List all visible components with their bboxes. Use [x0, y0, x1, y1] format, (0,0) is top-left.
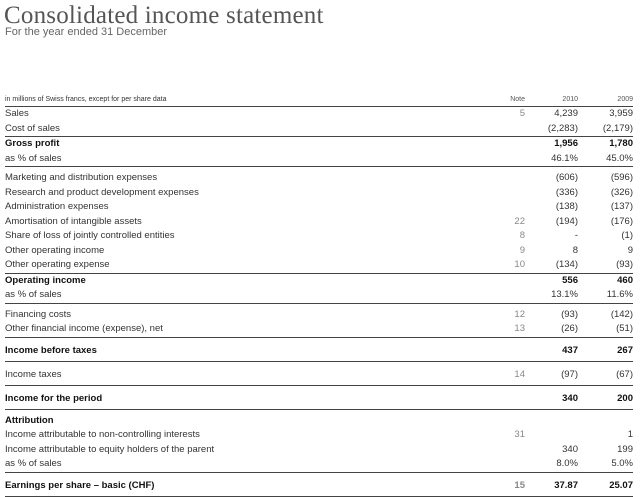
row-cost-of-sales — [5, 122, 633, 138]
row-label: Income attributable to equity holders of the parent — [5, 443, 215, 455]
row-value-2010: (97) — [561, 368, 578, 380]
row-net-margin — [5, 457, 633, 473]
row-value-2009: 1 — [627, 429, 633, 440]
row-marketing — [5, 171, 633, 186]
row-value-2010: 437 — [562, 344, 578, 356]
row-value-2010: 46.1% — [551, 152, 578, 164]
row-value-2010: (134) — [555, 259, 578, 270]
row-value-2010: 8.0% — [556, 458, 578, 469]
row-income-taxes — [5, 365, 633, 386]
row-value-2009: (67) — [616, 368, 633, 380]
row-note: 8 — [519, 230, 525, 241]
row-other-operating-income — [5, 244, 633, 259]
row-label: Income for the period — [5, 392, 103, 404]
row-value-2010: 1,956 — [554, 138, 578, 149]
row-value-2009: 200 — [617, 392, 633, 404]
page-title: Consolidated income statement — [4, 2, 324, 29]
row-label: Financing costs — [5, 308, 72, 320]
row-value-2010: 340 — [562, 443, 578, 455]
row-label: Sales — [5, 108, 29, 119]
row-value-2009: (326) — [610, 186, 633, 198]
row-non-controlling — [5, 428, 633, 443]
row-label: Marketing and distribution expenses — [5, 172, 158, 183]
row-label: Operating income — [5, 274, 86, 286]
row-value-2009: 1,780 — [609, 138, 633, 149]
row-equity-holders — [5, 443, 633, 458]
row-value-2009: (1) — [621, 230, 633, 241]
row-note: 15 — [514, 479, 525, 491]
row-value-2009: 199 — [617, 443, 633, 455]
row-value-2009: (51) — [616, 323, 633, 334]
row-label: as % of sales — [5, 289, 62, 300]
row-administration — [5, 200, 633, 215]
row-label: Administration expenses — [5, 201, 109, 212]
row-value-2009: 11.6% — [606, 289, 633, 300]
row-value-2009: (2,179) — [602, 122, 633, 134]
row-value-2009: (176) — [610, 215, 633, 227]
row-value-2010: 556 — [562, 274, 578, 286]
row-income-for-period — [5, 389, 633, 410]
row-label: Income taxes — [5, 368, 62, 380]
row-value-2010: (93) — [561, 308, 578, 320]
row-value-2009: (142) — [610, 308, 633, 320]
header-note: Note — [510, 96, 525, 103]
row-note: 12 — [514, 308, 525, 320]
row-value-2010: (336) — [555, 186, 578, 198]
row-label: Income before taxes — [5, 344, 97, 356]
row-value-2010: (138) — [555, 201, 578, 212]
row-label: Other financial income (expense), net — [5, 323, 163, 334]
row-label: Earnings per share – basic (CHF) — [5, 479, 155, 491]
row-share-of-loss — [5, 229, 633, 244]
row-value-2010: 340 — [562, 392, 578, 404]
row-gross-profit — [5, 137, 633, 152]
row-label: Share of loss of jointly controlled entities — [5, 230, 175, 241]
row-other-operating-expense — [5, 258, 633, 274]
row-value-2010: 4,239 — [554, 108, 578, 119]
row-value-2010: 37.87 — [554, 479, 578, 491]
row-label: Gross profit — [5, 138, 60, 149]
row-label: Amortisation of intangible assets — [5, 215, 142, 227]
row-attribution — [5, 414, 633, 429]
row-value-2009: 5.0% — [611, 458, 633, 469]
row-value-2009: (93) — [616, 259, 633, 270]
table-header-row — [5, 93, 633, 107]
row-note: 31 — [514, 429, 525, 440]
row-value-2009: (596) — [610, 172, 633, 183]
row-eps-basic — [5, 476, 633, 497]
row-note: 14 — [514, 368, 525, 380]
row-label: Other operating income — [5, 244, 105, 256]
row-value-2010: (194) — [555, 215, 578, 227]
row-note: 13 — [514, 323, 525, 334]
row-other-financial — [5, 322, 633, 338]
row-value-2009: 3,959 — [609, 108, 633, 119]
row-value-2009: 45.0% — [606, 152, 633, 164]
row-gross-margin — [5, 152, 633, 168]
row-label: Attribution — [5, 414, 54, 426]
row-value-2010: (26) — [561, 323, 578, 334]
row-label: as % of sales — [5, 152, 62, 164]
row-value-2009: 9 — [627, 244, 633, 256]
income-statement-table — [5, 93, 633, 497]
row-operating-income — [5, 274, 633, 289]
row-label: Research and product development expenses — [5, 186, 199, 198]
row-amortisation — [5, 215, 633, 230]
row-label: Cost of sales — [5, 122, 60, 134]
row-value-2009: 460 — [617, 274, 633, 286]
row-value-2010: (2,283) — [547, 122, 578, 134]
row-note: 10 — [514, 259, 525, 270]
row-value-2009: (137) — [610, 201, 633, 212]
row-label: Income attributable to non-controlling interests — [5, 429, 200, 440]
row-value-2009: 25.07 — [609, 479, 633, 491]
row-label: as % of sales — [5, 458, 62, 469]
header-units-label: in millions of Swiss francs, except for per share data — [5, 96, 167, 103]
row-financing-costs — [5, 308, 633, 323]
row-label: Other operating expense — [5, 259, 110, 270]
row-value-2010: (606) — [555, 172, 578, 183]
row-note: 9 — [519, 244, 525, 256]
row-value-2010: 8 — [572, 244, 578, 256]
row-operating-margin — [5, 288, 633, 304]
row-value-2010: 13.1% — [551, 289, 578, 300]
row-income-before-taxes — [5, 341, 633, 362]
row-sales — [5, 107, 633, 122]
row-research — [5, 186, 633, 201]
row-note: 22 — [514, 215, 525, 227]
header-2009: 2009 — [617, 96, 633, 103]
header-2010: 2010 — [562, 96, 578, 103]
row-note: 5 — [519, 108, 525, 119]
row-value-2009: 267 — [617, 344, 633, 356]
page-subtitle: For the year ended 31 December — [5, 26, 168, 38]
row-value-2010: - — [574, 230, 578, 241]
